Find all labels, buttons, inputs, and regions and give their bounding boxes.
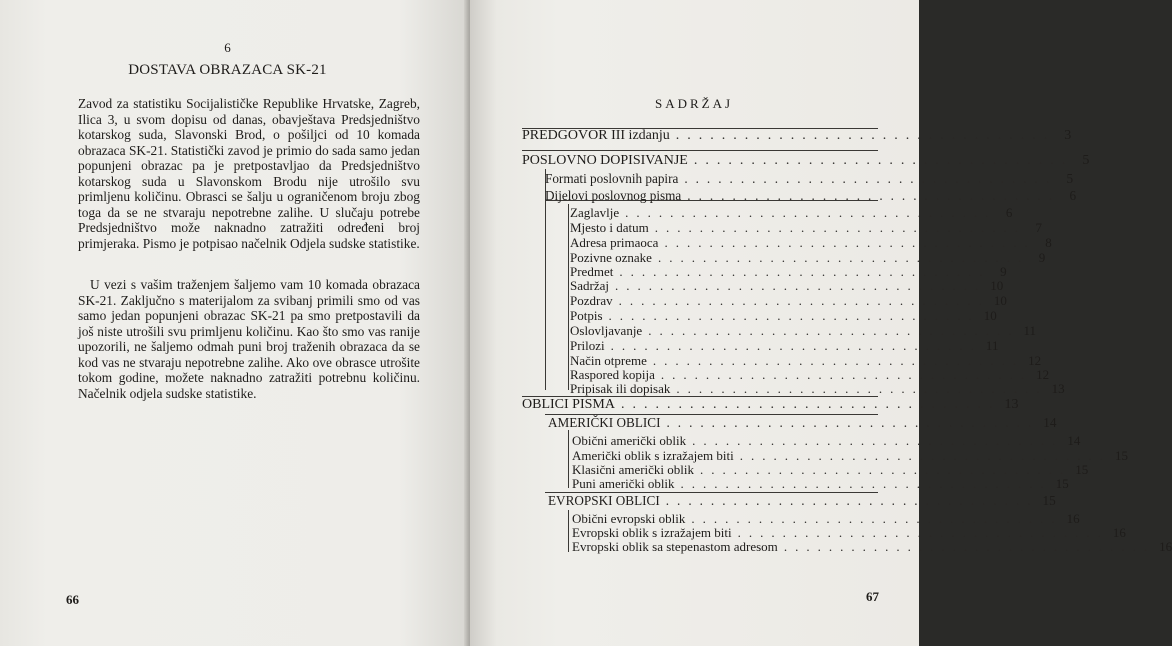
toc-entry-page: 12 bbox=[1036, 367, 1050, 382]
toc-entry bbox=[548, 493, 1056, 508]
toc-entry-page: 16 bbox=[1159, 539, 1172, 554]
toc-entry-page: 10 bbox=[983, 308, 997, 323]
toc-leader: ................................. bbox=[664, 235, 1036, 250]
toc-leader: ................................. bbox=[648, 323, 1020, 338]
toc-entry-label: Američki oblik s izražajem biti bbox=[572, 448, 734, 463]
toc-leader: ................................. bbox=[783, 539, 1156, 554]
toc-entry-label: POSLOVNO DOPISIVANJE bbox=[522, 153, 688, 168]
toc-entry bbox=[570, 381, 1065, 396]
toc-entry-label: Predmet bbox=[570, 264, 614, 279]
toc-entry-label: Obični američki oblik bbox=[572, 433, 687, 448]
toc-leader: ................................. bbox=[675, 128, 1056, 143]
toc-entry-label: Mjesto i datum bbox=[570, 220, 649, 235]
toc-entry bbox=[522, 128, 1072, 143]
toc-entry-label: Potpis bbox=[570, 308, 603, 323]
toc-entry-page: 15 bbox=[1055, 476, 1069, 491]
chapter-title: DOSTAVA OBRAZACA SK-21 bbox=[128, 62, 327, 78]
toc-leader: ................................. bbox=[684, 171, 1058, 186]
toc-entry-page: 11 bbox=[1023, 323, 1036, 338]
toc-entry-page: 12 bbox=[1028, 353, 1042, 368]
toc-heading: SADRŽAJ bbox=[655, 96, 734, 111]
toc-entry bbox=[570, 220, 1042, 235]
toc-entry bbox=[570, 278, 1004, 293]
toc-entry-label: AMERIČKI OBLICI bbox=[548, 415, 661, 430]
toc-leader: ................................. bbox=[625, 205, 997, 220]
toc-entry-label: Pripisak ili dopisak bbox=[570, 381, 671, 396]
toc-entry-page: 3 bbox=[1064, 128, 1072, 143]
toc-entry-label: Pozivne oznake bbox=[570, 250, 652, 265]
paragraph-letter: U vezi s vašim traženjem šaljemo vam 10 komada obrazaca SK-21. Zaključno s materijalom za svibanj primili smo od vas samo jedan popunjeni obrazac SK-21 pa smo pretpostavili da još niste utrošili svu primljenu količinu. Kao što smo vas ranije upozorili, ne šaljemo odmah puni broj traženih obrazaca da se kod vas ne stvaraju nepotrebne zalihe. Ako ove obrasce utrošite tokom godine, možete naknadno zatražiti potrebnu količinu. Načelnik odjela sudske statistike. bbox=[78, 277, 420, 401]
toc-leader: ................................. bbox=[657, 250, 1030, 265]
toc-leader: ................................. bbox=[652, 353, 1025, 368]
toc-entry-page: 14 bbox=[1067, 433, 1081, 448]
toc-leader: ................................. bbox=[739, 448, 1111, 463]
toc-entry bbox=[572, 539, 1172, 554]
toc-entry-label: Sadržaj bbox=[570, 278, 609, 293]
paragraph-summary: Zavod za statistiku Socijalističke Republike Hrvatske, Zagreb, Ilica 3, u svom dopisu od danas, obavještava Predsjedništvo kotarskog suda, Slavonski Brod, o pošiljci od 10 komada obrazaca SK-21. Statistički zavod je primio do sada samo jedan popunjeni obrazac pa je pretpostavljao da Predsjedništvo kotarskog suda u Slavonskom Brodu nije utrošilo svu primljenu količinu. Obrasci se šalju u ograničenom broju zbog toga da se ne stvaraju nepotrebne zalihe. U slučaju potrebe Predsjedništvo može naknadno zatražiti određeni broj primjeraka. Pismo je potpisao načelnik Odjela sudske statistike. bbox=[78, 96, 420, 251]
toc-entry-label: Adresa primaoca bbox=[570, 235, 659, 250]
toc-entry bbox=[570, 308, 997, 323]
toc-entry bbox=[570, 235, 1052, 250]
left-page bbox=[0, 0, 470, 646]
toc-leader: ................................. bbox=[700, 462, 1072, 477]
toc-bracket bbox=[568, 204, 569, 390]
toc-entry-page: 7 bbox=[1035, 220, 1042, 235]
toc-entry bbox=[545, 171, 1074, 186]
toc-entry bbox=[572, 433, 1081, 448]
toc-entry-page: 13 bbox=[1051, 381, 1065, 396]
toc-leader: ................................. bbox=[665, 493, 1039, 508]
page-number-left: 66 bbox=[66, 592, 79, 607]
toc-leader: ................................. bbox=[693, 153, 1074, 168]
toc-entry bbox=[522, 397, 1019, 412]
toc-entry-page: 8 bbox=[1045, 235, 1052, 250]
toc-entry-page: 11 bbox=[985, 338, 999, 353]
toc-entry bbox=[570, 264, 1007, 279]
toc-entry-label: Način otpreme bbox=[570, 353, 647, 368]
toc-entry-label: OBLICI PISMA bbox=[522, 397, 615, 412]
toc-entry-label: PREDGOVOR III izdanju bbox=[522, 128, 670, 143]
toc-entry-page: 13 bbox=[1004, 397, 1019, 412]
toc-entry-page: 16 bbox=[1066, 511, 1080, 526]
toc-entry-label: Dijelovi poslovnog pisma bbox=[545, 188, 682, 203]
toc-entry-label: Oslovljavanje bbox=[570, 323, 643, 338]
toc-leader: ................................. bbox=[687, 188, 1061, 203]
toc-entry-page: 5 bbox=[1066, 171, 1074, 186]
toc-entry bbox=[522, 153, 1090, 168]
toc-entry-label: Klasični američki oblik bbox=[572, 462, 695, 477]
toc-leader: ................................. bbox=[692, 433, 1064, 448]
page-number-right: 67 bbox=[866, 589, 879, 604]
toc-entry bbox=[570, 250, 1046, 265]
toc-entry bbox=[570, 205, 1013, 220]
toc-entry-page: 16 bbox=[1112, 525, 1126, 540]
toc-entry-label: Pozdrav bbox=[570, 293, 613, 308]
toc-entry-page: 10 bbox=[990, 278, 1004, 293]
toc-leader: ................................. bbox=[660, 367, 1033, 382]
toc-leader: ................................. bbox=[620, 397, 1001, 412]
toc-entry-page: 6 bbox=[1069, 188, 1077, 203]
toc-entry-label: Raspored kopija bbox=[570, 367, 655, 382]
toc-entry-page: 6 bbox=[1005, 205, 1013, 220]
toc-entry-page: 10 bbox=[993, 293, 1007, 308]
toc-entry-label: Zaglavlje bbox=[570, 205, 620, 220]
toc-rule bbox=[522, 150, 878, 151]
toc-leader: ................................. bbox=[691, 511, 1063, 526]
toc-leader: ................................. bbox=[666, 415, 1040, 430]
toc-leader: ................................. bbox=[654, 220, 1026, 235]
toc-leader: ................................. bbox=[614, 278, 987, 293]
toc-entry-page: 9 bbox=[1038, 250, 1046, 265]
toc-entry-page: 15 bbox=[1075, 462, 1089, 477]
toc-entry-page: 15 bbox=[1114, 448, 1128, 463]
toc-entry-label: Evropski oblik s izražajem biti bbox=[572, 525, 732, 540]
toc-entry-label: Prilozi bbox=[570, 338, 605, 353]
toc-entry bbox=[572, 525, 1126, 540]
chapter-number: 6 bbox=[224, 40, 231, 55]
toc-entry bbox=[548, 415, 1057, 430]
toc-entry bbox=[545, 188, 1077, 203]
toc-entry-page: 5 bbox=[1082, 153, 1090, 168]
toc-entry-label: EVROPSKI OBLICI bbox=[548, 493, 660, 508]
toc-leader: ................................. bbox=[610, 338, 982, 353]
toc-entry-label: Evropski oblik sa stepenastom adresom bbox=[572, 539, 778, 554]
toc-entry-page: 9 bbox=[1000, 264, 1007, 279]
toc-entry-label: Formati poslovnih papira bbox=[545, 171, 679, 186]
toc-bracket bbox=[568, 510, 569, 552]
toc-entry bbox=[572, 476, 1069, 491]
toc-entry bbox=[572, 448, 1128, 463]
toc-entry-page: 15 bbox=[1042, 493, 1056, 508]
toc-bracket bbox=[568, 430, 569, 488]
toc-entry bbox=[572, 462, 1089, 477]
toc-entry bbox=[570, 367, 1050, 382]
toc-leader: ................................. bbox=[737, 525, 1109, 540]
toc-entry bbox=[572, 511, 1080, 526]
toc-entry-page: 14 bbox=[1043, 415, 1057, 430]
toc-entry bbox=[570, 293, 1007, 308]
toc-leader: ................................. bbox=[608, 308, 980, 323]
toc-entry bbox=[570, 338, 999, 353]
toc-entry-label: Puni američki oblik bbox=[572, 476, 675, 491]
toc-entry-label: Obični evropski oblik bbox=[572, 511, 686, 526]
toc-leader: ................................. bbox=[680, 476, 1052, 491]
toc-entry bbox=[570, 353, 1042, 368]
toc-entry bbox=[570, 323, 1036, 338]
toc-leader: ................................. bbox=[619, 264, 991, 279]
toc-leader: ................................. bbox=[676, 381, 1048, 396]
toc-leader: ................................. bbox=[618, 293, 990, 308]
